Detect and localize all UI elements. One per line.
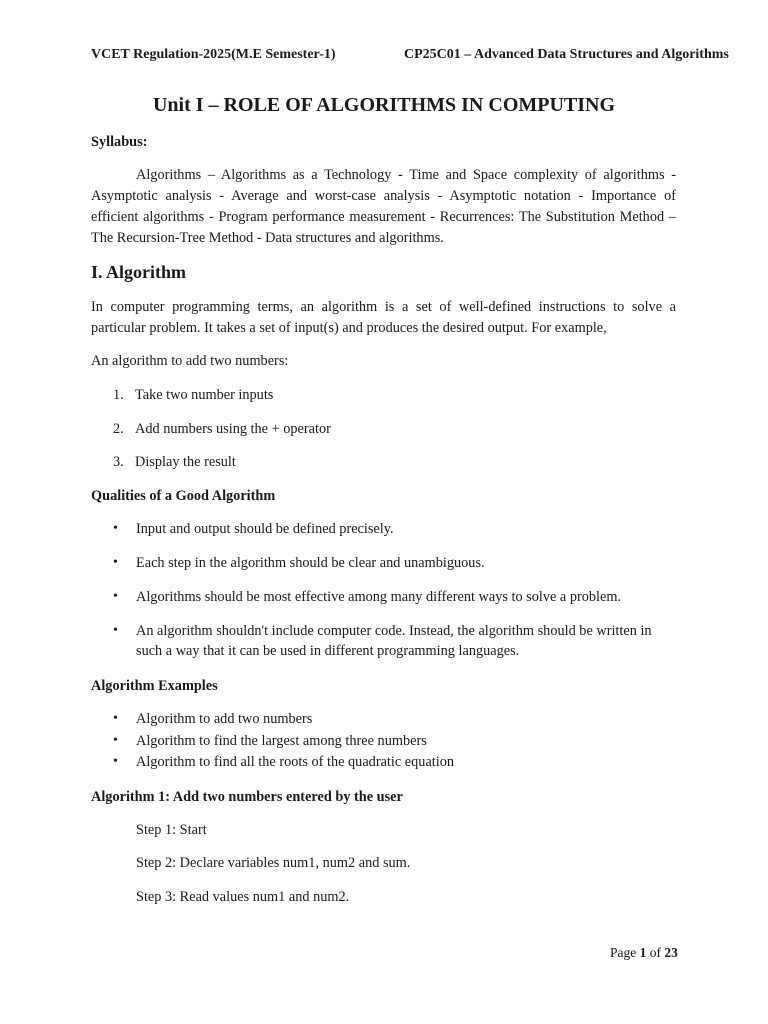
bullet-text: Input and output should be defined precisely. [136,521,394,537]
bullet-item [113,709,678,729]
page-header [91,47,756,67]
bullet-item [113,731,678,751]
algorithm-step: Step 2: Declare variables num1, num2 and sum. [136,855,411,871]
bullet-text: Each step in the algorithm should be clear and unambiguous. [136,555,485,571]
bullet-item [113,621,678,661]
examples-heading: Algorithm Examples [91,678,218,694]
algorithm-intro: In computer programming terms, an algorithm is a set of well-defined instructions to solve a particular problem. It takes a set of input(s) and produces the desired output. For example, [91,299,676,336]
bullet-icon: • [113,711,118,726]
numbered-item [113,419,331,439]
section-heading-algorithm: I. Algorithm [91,262,187,282]
bullet-icon: • [113,555,118,570]
bullet-text: Algorithms should be most effective among many different ways to solve a problem. [136,589,622,605]
page-word: Page [610,945,637,960]
page-footer [610,945,678,961]
numbered-item [113,385,273,405]
page-number: 1 [639,945,647,960]
item-text: Display the result [135,454,236,470]
bullet-text: Algorithm to find all the roots of the quadratic equation [136,754,455,770]
bullet-item [113,519,678,539]
item-text: Take two number inputs [135,387,274,403]
bullet-text: Algorithm to add two numbers [136,711,313,727]
header-regulation: VCET Regulation-2025(M.E Semester-1) [91,47,336,62]
bullet-item [113,752,678,772]
numbered-item [113,452,236,472]
algorithm1-heading: Algorithm 1: Add two numbers entered by the user [91,789,403,805]
bullet-item [113,553,678,573]
item-number: 2. [113,421,124,437]
syllabus-heading: Syllabus: [91,134,148,150]
item-text: Add numbers using the + operator [135,421,331,437]
item-number: 1. [113,387,124,403]
bullet-item [113,587,678,607]
qualities-heading: Qualities of a Good Algorithm [91,488,276,504]
item-number: 3. [113,454,124,470]
bullet-icon: • [113,521,118,536]
bullet-icon: • [113,733,118,748]
bullet-text: An algorithm shouldn't include computer code. Instead, the algorithm should be written in such a way that it can be used in different programming languages. [136,623,652,659]
bullet-icon: • [113,589,118,604]
algorithm-step: Step 3: Read values num1 and num2. [136,889,350,905]
total-pages: 23 [664,945,678,960]
algorithm-lead: An algorithm to add two numbers: [91,353,289,369]
header-course: CP25C01 – Advanced Data Structures and Algorithms [404,47,729,62]
bullet-text: Algorithm to find the largest among three numbers [136,733,427,749]
unit-title: Unit I – ROLE OF ALGORITHMS IN COMPUTING [152,94,616,116]
of-word: of [649,945,661,960]
bullet-icon: • [113,623,118,638]
algorithm-step: Step 1: Start [136,822,207,838]
syllabus-text: Algorithms – Algorithms as a Technology - Time and Space complexity of algorithms - Asymptotic analysis - Average and worst-case analysis - Asymptotic notation - Importance of efficient algorithms - Program performance measurement - Recurrences: The Substitution Method – The Recursion-Tree Method - Data structures and algorithms. [91,167,676,246]
bullet-icon: • [113,754,118,769]
